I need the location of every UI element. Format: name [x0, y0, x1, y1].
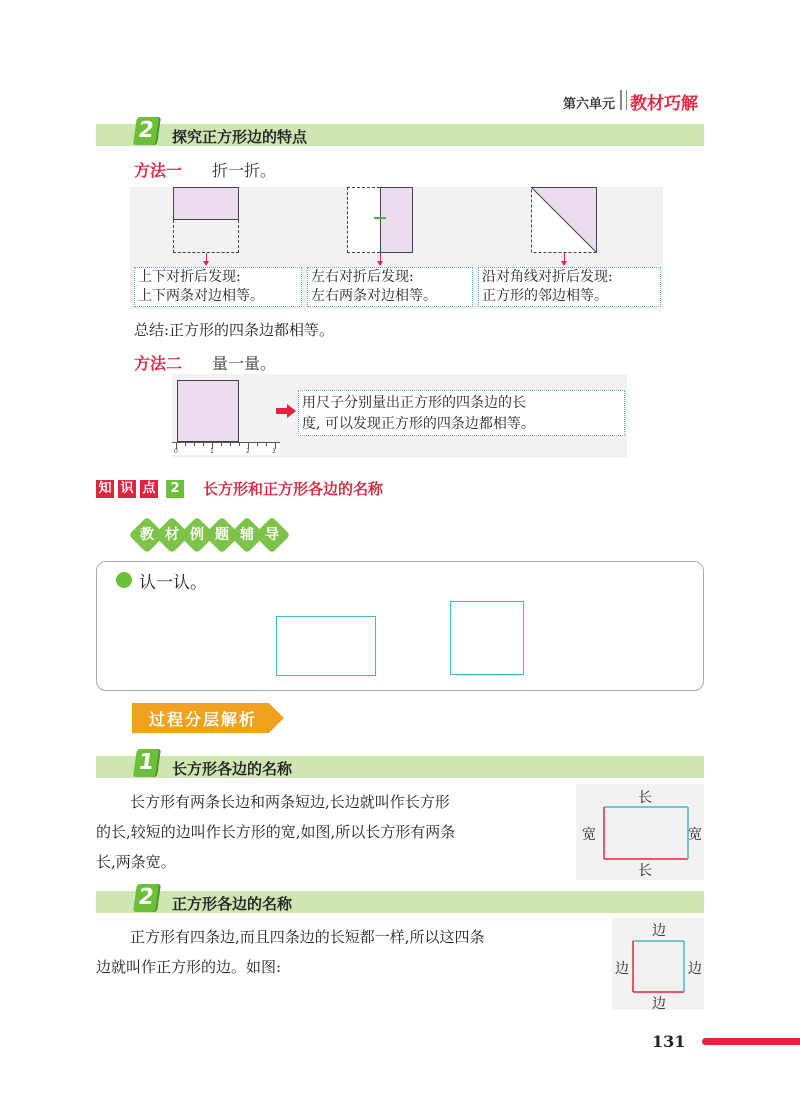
fold-note-3-line1: 沿对角线对折后发现: [482, 269, 613, 285]
square-fold-diagonal [531, 187, 597, 253]
fold-note-2 [307, 267, 473, 307]
unit-label: 第六单元 [563, 97, 616, 112]
folding-figures-panel [130, 187, 663, 309]
green-dot-icon [116, 572, 132, 588]
down-arrow-1-head [203, 261, 209, 266]
method-two-text: 量一量。 [212, 354, 277, 373]
rect-bottom-label: 长 [638, 863, 652, 879]
square-top-label: 边 [652, 923, 666, 939]
square-fold-horizontal [173, 187, 239, 253]
page-number-bar [702, 1038, 800, 1045]
example-char-5: 辅 [240, 527, 254, 543]
square-para-line-2: 边就叫作正方形的边。如图: [96, 958, 282, 976]
fold-note-1 [134, 267, 302, 307]
ruler [172, 442, 280, 455]
square-figure [450, 601, 524, 675]
rectangle-diagram [576, 784, 704, 880]
fold-note-1-line2: 上下两条对边相等。 [138, 288, 264, 304]
method-one-text: 折一折。 [212, 161, 277, 180]
method-one-label: 方法一 [134, 161, 183, 180]
measured-square [177, 380, 239, 442]
method-two-label: 方法二 [134, 354, 183, 373]
down-arrow-3-head [561, 261, 567, 266]
section-number-badge: 2 [133, 884, 159, 912]
measure-note-line2: 度, 可以发现正方形的四条边都相等。 [302, 416, 535, 432]
rect-para-line-3: 长,两条宽。 [96, 853, 176, 871]
rect-right-label: 宽 [688, 827, 702, 843]
square-left-label: 边 [615, 961, 629, 977]
ruler-number-1: 1 [210, 448, 214, 455]
recognize-text: 认一认。 [139, 573, 207, 593]
summary-text: 总结:正方形的四条边都相等。 [134, 321, 335, 339]
knowledge-point-title: 长方形和正方形各边的名称 [203, 480, 384, 498]
fold-note-2-line1: 左右对折后发现: [311, 269, 414, 285]
recognize-box [96, 561, 704, 691]
section-number-badge: 1 [133, 749, 159, 777]
measuring-panel [172, 374, 627, 458]
page-number: 131 [652, 1032, 686, 1051]
down-arrow-2-head [377, 261, 383, 266]
fold-note-3 [478, 267, 661, 307]
rect-top-label: 长 [638, 790, 652, 806]
example-char-2: 材 [165, 527, 179, 543]
square-right-label: 边 [688, 961, 702, 977]
rect-para-line-2: 的长,较短的边叫作长方形的宽,如图,所以长方形有两条 [96, 823, 456, 841]
header-divider [620, 90, 627, 110]
analysis-banner-text: 过程分层解析 [149, 710, 258, 729]
example-guide-label [132, 520, 292, 550]
fold-note-3-line2: 正方形的邻边相等。 [482, 288, 608, 304]
example-char-3: 例 [190, 527, 204, 543]
section-title: 探究正方形边的特点 [172, 128, 308, 146]
section-title: 长方形各边的名称 [172, 760, 293, 778]
square-bottom-label: 边 [652, 996, 666, 1012]
example-char-4: 题 [215, 527, 229, 543]
knowledge-point-char-3: 点 [140, 480, 158, 498]
section-number-badge: 2 [133, 117, 159, 145]
measure-note-line1: 用尺子分别量出正方形的四条边的长 [302, 395, 526, 411]
ruler-number-0: 0 [174, 448, 178, 455]
square-para-line-1: 正方形有四条边,而且四条边的长短都一样,所以这四条 [130, 928, 485, 946]
measure-note [298, 390, 625, 436]
knowledge-point-char-2: 识 [118, 480, 136, 498]
ruler-number-3: 3 [272, 448, 276, 455]
section-title: 正方形各边的名称 [172, 895, 293, 913]
fold-note-2-line2: 左右两条对边相等。 [311, 288, 437, 304]
example-char-6: 导 [265, 527, 279, 543]
square-fold-vertical [347, 187, 413, 253]
rect-para-line-1: 长方形有两条长边和两条短边,长边就叫作长方形 [130, 793, 450, 811]
rectangle-figure [276, 616, 376, 676]
knowledge-point-number: 2 [166, 480, 184, 498]
ruler-number-2: 2 [246, 448, 250, 455]
fold-note-1-line1: 上下对折后发现: [138, 269, 241, 285]
knowledge-point-char-1: 知 [96, 480, 114, 498]
rect-left-label: 宽 [582, 827, 596, 843]
right-arrow-icon [276, 404, 296, 418]
square-diagram [612, 918, 704, 1010]
header-title: 教材巧解 [630, 94, 698, 114]
example-char-1: 教 [140, 527, 154, 543]
